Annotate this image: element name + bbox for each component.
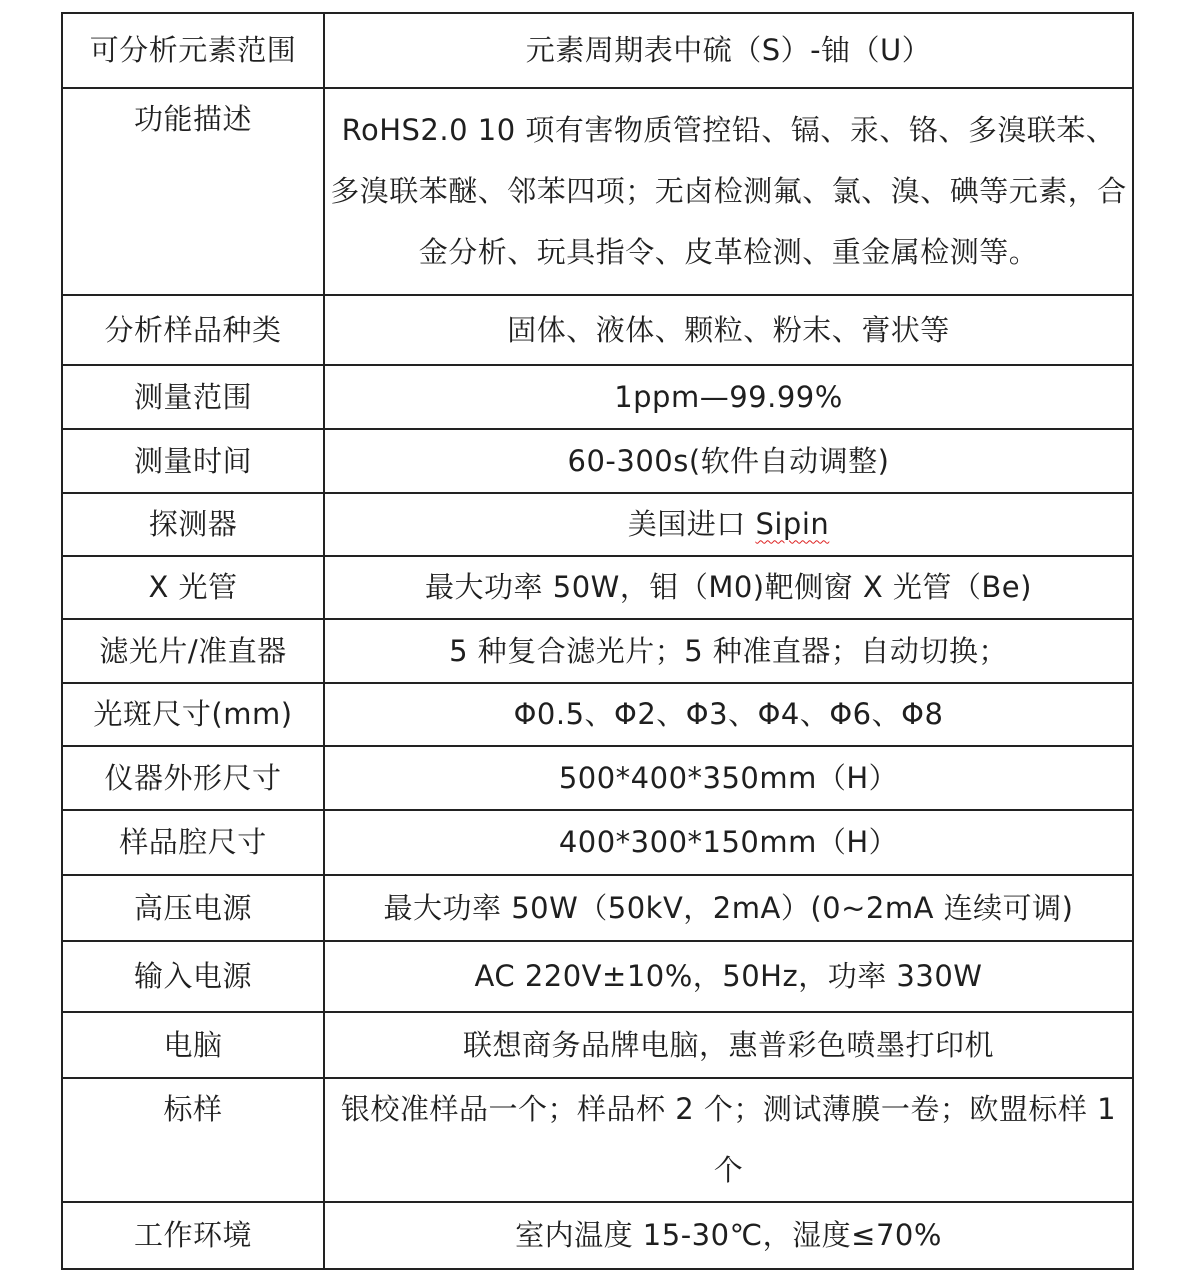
row-value: Φ0.5、Φ2、Φ3、Φ4、Φ6、Φ8 — [324, 683, 1133, 746]
row-value: 联想商务品牌电脑，惠普彩色喷墨打印机 — [324, 1012, 1133, 1078]
row-label: 输入电源 — [62, 941, 324, 1012]
row-label: 标样 — [62, 1078, 324, 1202]
table-row — [62, 746, 1133, 810]
row-label: 高压电源 — [62, 875, 324, 941]
row-value: 最大功率 50W（50kV，2mA）(0~2mA 连续可调) — [324, 875, 1133, 941]
row-label: 分析样品种类 — [62, 295, 324, 365]
row-value: 银校准样品一个；样品杯 2 个；测试薄膜一卷；欧盟标样 1 个 — [324, 1078, 1133, 1202]
table-row — [62, 1202, 1133, 1269]
table-row — [62, 1012, 1133, 1078]
table-row — [62, 810, 1133, 875]
row-value: 500*400*350mm（H） — [324, 746, 1133, 810]
row-value: 1ppm—99.99% — [324, 365, 1133, 429]
row-value: 5 种复合滤光片；5 种准直器；自动切换； — [324, 619, 1133, 683]
table-row — [62, 1078, 1133, 1202]
row-value: 固体、液体、颗粒、粉末、膏状等 — [324, 295, 1133, 365]
table-row — [62, 295, 1133, 365]
row-label: 测量范围 — [62, 365, 324, 429]
table-row — [62, 875, 1133, 941]
row-label: 测量时间 — [62, 429, 324, 493]
detector-prefix: 美国进口 — [627, 507, 756, 542]
row-label: 仪器外形尺寸 — [62, 746, 324, 810]
table-row — [62, 88, 1133, 295]
row-value: 60-300s(软件自动调整) — [324, 429, 1133, 493]
row-value: 400*300*150mm（H） — [324, 810, 1133, 875]
table-row — [62, 556, 1133, 619]
row-label: 探测器 — [62, 493, 324, 556]
row-label: 光斑尺寸(mm) — [62, 683, 324, 746]
row-label: 滤光片/准直器 — [62, 619, 324, 683]
row-label: 功能描述 — [62, 88, 324, 295]
row-value: 室内温度 15-30℃，湿度≤70% — [324, 1202, 1133, 1269]
row-label: 电脑 — [62, 1012, 324, 1078]
row-label: 工作环境 — [62, 1202, 324, 1269]
spec-table — [61, 12, 1134, 1270]
row-label: 样品腔尺寸 — [62, 810, 324, 875]
row-value: 元素周期表中硫（S）-铀（U） — [324, 13, 1133, 88]
row-value: AC 220V±10%，50Hz，功率 330W — [324, 941, 1133, 1012]
table-row — [62, 683, 1133, 746]
row-label: X 光管 — [62, 556, 324, 619]
table-row — [62, 365, 1133, 429]
table-row — [62, 619, 1133, 683]
row-value: RoHS2.0 10 项有害物质管控铅、镉、汞、铬、多溴联苯、多溴联苯醚、邻苯四项；无卤检测氟、氯、溴、碘等元素，合金分析、玩具指令、皮革检测、重金属检测等。 — [324, 88, 1133, 295]
row-value — [324, 493, 1133, 556]
row-value: 最大功率 50W，钼（M0)靶侧窗 X 光管（Be) — [324, 556, 1133, 619]
row-label: 可分析元素范围 — [62, 13, 324, 88]
table-row — [62, 13, 1133, 88]
table-row — [62, 493, 1133, 556]
table-row — [62, 429, 1133, 493]
detector-name: Sipin — [755, 507, 830, 542]
table-row — [62, 941, 1133, 1012]
